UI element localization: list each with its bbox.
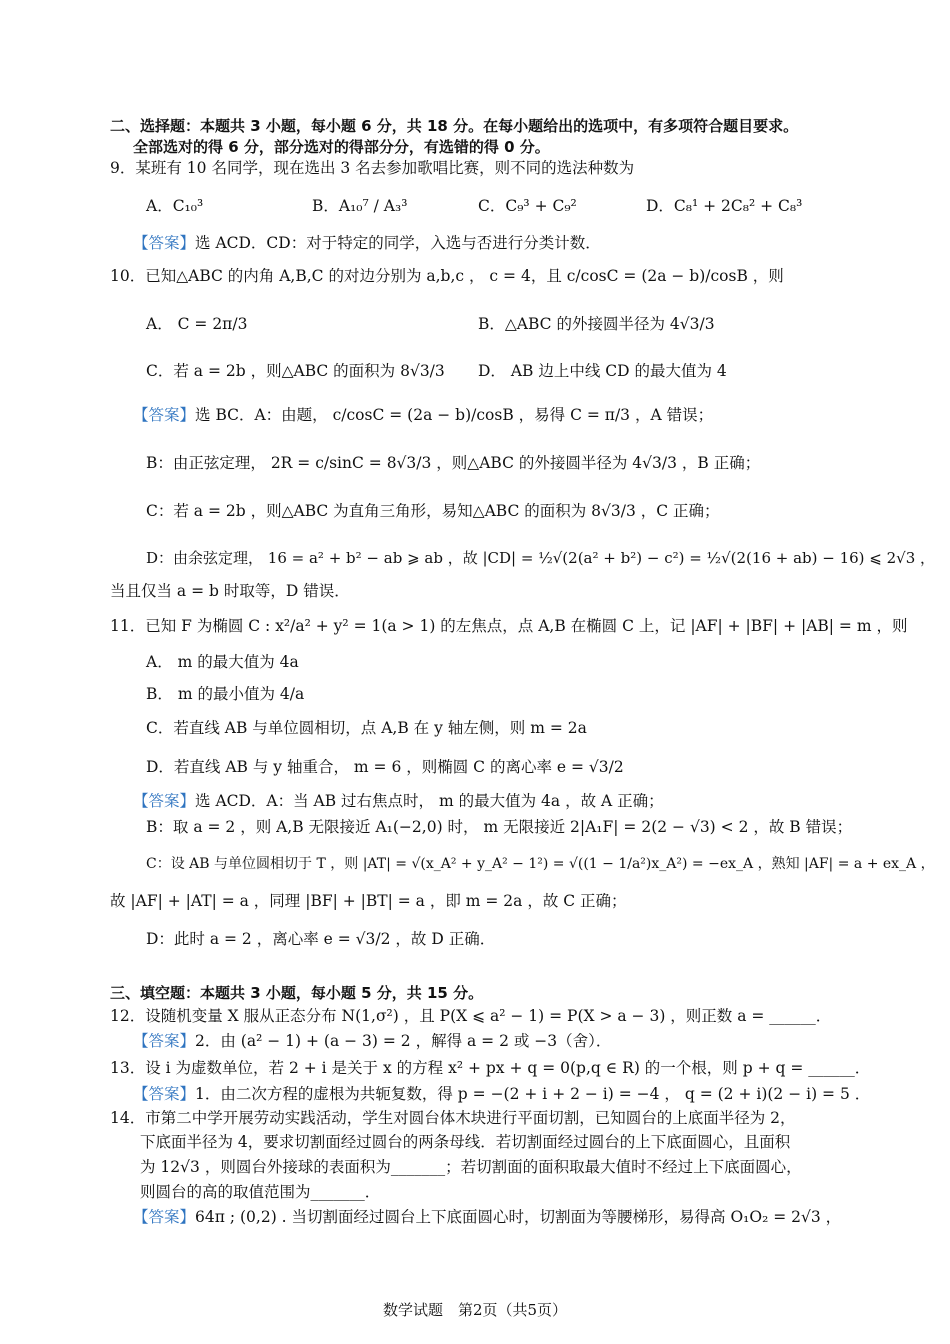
answer-text: 64π ; (0,2) . 当切割面经过圆台上下底面圆心时，切割面为等腰梯形，易得高 O₁O₂ = 2√3 ， [195,1208,842,1226]
answer-tag: 【答案】 [133,234,196,252]
answer-tag: 【答案】 [133,406,196,424]
q9-option-c: C．C₉³ + C₉² [478,197,577,215]
answer-tag: 【答案】 [133,1085,196,1103]
q14-answer [133,1206,841,1228]
answer-tag: 【答案】 [133,1208,196,1226]
question-11-stem: 11．已知 F 为椭圆 C : x²/a² + y² = 1(a > 1) 的左焦点，点 A,B 在椭圆 C 上，记 |AF| + |BF| + |AB| = m ，则 [110,617,908,635]
question-12-stem: 12．设随机变量 X 服从正态分布 N(1,σ²) ，且 P(X ⩽ a² − 1) = P(X > a − 3) ，则正数 a = ______． [110,1007,832,1025]
answer-tag: 【答案】 [133,792,196,810]
q11-answer-4: 故 |AF| + |AT| = a ，同理 |BF| + |BT| = a ，即 m = 2a ，故 C 正确； [110,892,627,910]
q10-option-d: D． AB 边上中线 CD 的最大值为 4 [478,362,727,380]
q11-answer-5: D：此时 a = 2 ，离心率 e = √3/2 ，故 D 正确． [146,930,496,948]
q10-option-c: C．若 a = 2b ，则△ABC 的面积为 8√3/3 [146,362,445,380]
question-14-stem-1: 14．市第二中学开展劳动实践活动，学生对圆台体木块进行平面切割，已知圆台的上底面半径为 2， [110,1109,796,1127]
q11-option-a: A． m 的最大值为 4a [146,653,299,671]
q11-answer-1 [133,790,664,812]
question-9-stem: 9．某班有 10 名同学，现在选出 3 名去参加歌唱比赛，则不同的选法种数为 [110,159,635,177]
q10-answer-5: 当且仅当 a = b 时取等，D 错误． [110,582,350,600]
q10-answer-1 [133,404,713,426]
question-14-stem-4: 则圆台的高的取值范围为_______． [140,1183,381,1201]
answer-text: 选 ACD．CD：对于特定的同学，入选与否进行分类计数． [195,234,601,252]
answer-text: 1．由二次方程的虚根为共轭复数，得 p = −(2 + i + 2 − i) = −4 ， q = (2 + i)(2 − i) = 5 ． [195,1085,871,1103]
question-10-stem: 10．已知△ABC 的内角 A,B,C 的对边分别为 a,b,c ， c = 4，且 c/cosC = (2a − b)/cosB ，则 [110,267,784,285]
question-14-stem-2: 下底面半径为 4，要求切割面经过圆台的两条母线．若切割面经过圆台的上下底面圆心，且面积 [140,1133,791,1151]
question-13-stem: 13．设 i 为虚数单位，若 2 + i 是关于 x 的方程 x² + px + q = 0(p,q ∈ R) 的一个根，则 p + q = ______． [110,1059,871,1077]
answer-text: 选 BC．A：由题， c/cosC = (2a − b)/cosB ，易得 C = π/3 ，A 错误； [195,406,714,424]
q11-option-d: D．若直线 AB 与 y 轴重合， m = 6 ，则椭圆 C 的离心率 e = √3/2 [146,758,624,776]
section-header-cont: 全部选对的得 6 分，部分选对的得部分分，有选错的得 0 分。 [133,138,550,156]
q9-answer [133,232,601,254]
q11-answer-3: C：设 AB 与单位圆相切于 T ，则 |AT| = √(x_A² + y_A² − 1²) = √((1 − 1/a²)x_A²) = −ex_A ，熟知 |AF| = a + ex_A ， [146,856,935,872]
q13-answer [133,1083,870,1105]
section-header: 二、选择题：本题共 3 小题，每小题 6 分，共 18 分。在每小题给出的选项中，有多项符合题目要求。 [110,117,799,135]
q11-option-b: B． m 的最小值为 4/a [146,685,305,703]
q9-option-d: D．C₈¹ + 2C₈² + C₈³ [646,197,803,215]
answer-tag: 【答案】 [133,1032,196,1050]
answer-text: 选 ACD．A：当 AB 过右焦点时， m 的最大值为 4a ，故 A 正确； [195,792,664,810]
question-14-stem-3: 为 12√3 ，则圆台外接球的表面积为_______；若切割面的面积取最大值时不经过上下底面圆心， [140,1158,802,1176]
q11-option-c: C．若直线 AB 与单位圆相切，点 A,B 在 y 轴左侧，则 m = 2a [146,719,587,737]
q9-option-a: A．C₁₀³ [146,197,204,215]
page-footer: 数学试题 第2页（共5页） [382,1301,568,1319]
q10-answer-3: C：若 a = 2b ，则△ABC 为直角三角形，易知△ABC 的面积为 8√3/3 ，C 正确； [146,502,720,520]
q10-option-b: B．△ABC 的外接圆半径为 4√3/3 [478,315,715,333]
q10-answer-2: B：由正弦定理， 2R = c/sinC = 8√3/3 ，则△ABC 的外接圆半径为 4√3/3 ，B 正确； [146,454,761,472]
q10-option-a: A． C = 2π/3 [146,315,248,333]
q10-answer-4: D：由余弦定理， 16 = a² + b² − ab ⩾ ab ，故 |CD| = ½√(2(a² + b²) − c²) = ½√(2(16 + ab) − 16) ⩽ 2√3 ， [146,549,936,567]
section-header: 三、填空题：本题共 3 小题，每小题 5 分，共 15 分。 [110,984,484,1002]
answer-text: 2．由 (a² − 1) + (a − 3) = 2 ，解得 a = 2 或 −3（舍）． [195,1032,612,1050]
q9-option-b: B．A₁₀⁷ / A₃³ [312,197,408,215]
q12-answer [133,1030,611,1052]
q11-answer-2: B：取 a = 2 ，则 A,B 无限接近 A₁(−2,0) 时， m 无限接近 2|A₁F| = 2(2 − √3) < 2 ，故 B 错误； [146,818,853,836]
